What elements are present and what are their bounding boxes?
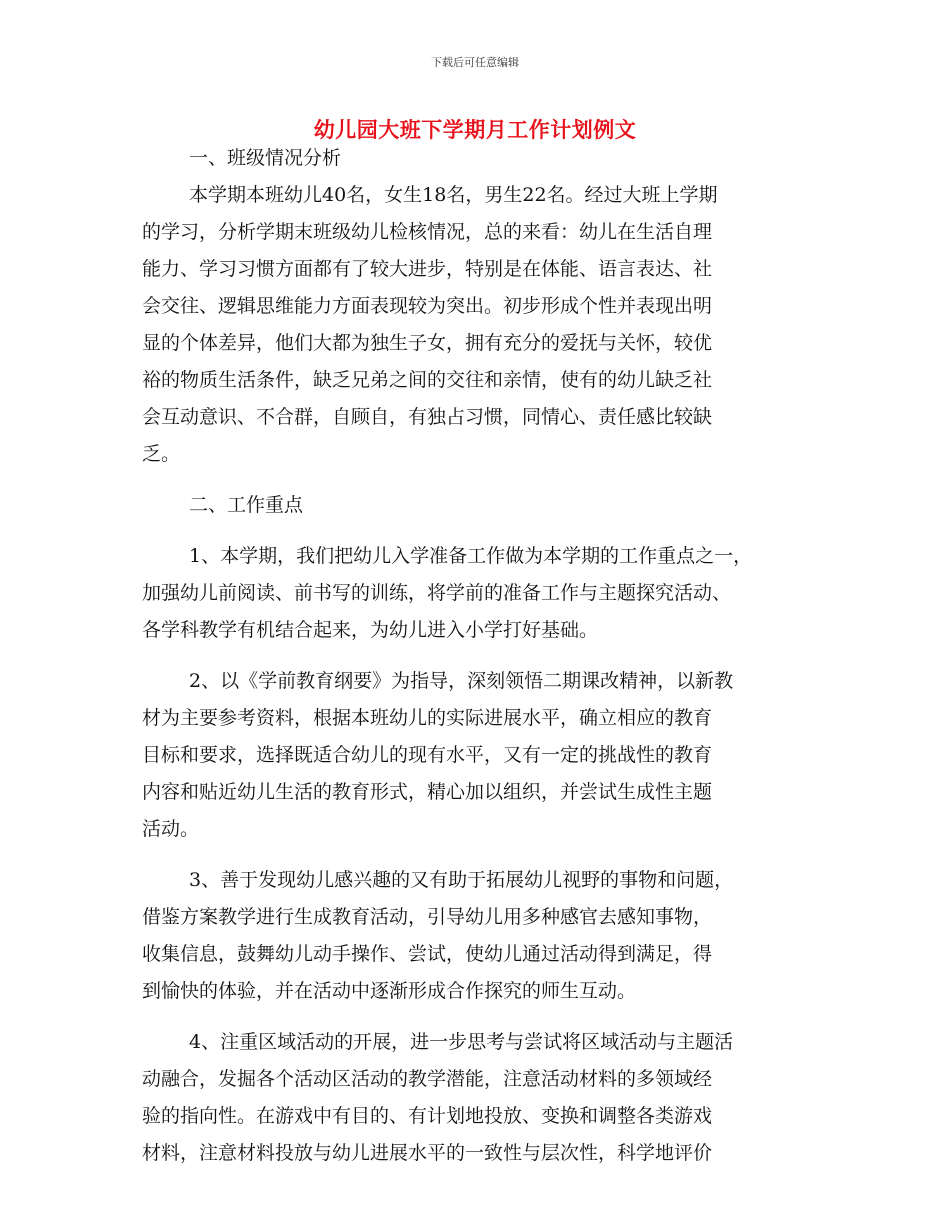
header-note: 下载后可任意编辑 <box>431 56 519 69</box>
paragraph-line: 4、注重区域活动的开展，进一步思考与尝试将区域活动与主题活 <box>189 1031 734 1053</box>
section-heading: 一、班级情况分析 <box>189 147 342 169</box>
paragraph-line: 裕的物质生活条件，缺乏兄弟之间的交往和亲情，使有的幼儿缺乏社 <box>142 369 713 391</box>
paragraph-line: 能力、学习习惯方面都有了较大进步，特别是在体能、语言表达、社 <box>142 258 713 280</box>
paragraph-line: 1、本学期，我们把幼儿入学准备工作做为本学期的工作重点之一， <box>189 545 753 567</box>
paragraph-line: 到愉快的体验，并在活动中逐渐形成合作探究的师生互动。 <box>142 980 637 1002</box>
paragraph-line: 显的个体差异，他们大都为独生子女，拥有充分的爱抚与关怀，较优 <box>142 332 713 354</box>
paragraph-line: 2、以《学前教育纲要》为指导，深刻领悟二期课改精神，以新教 <box>189 670 734 692</box>
paragraph-line: 会交往、逻辑思维能力方面表现较为突出。初步形成个性并表现出明 <box>142 295 713 317</box>
document-title: 幼儿园大班下学期月工作计划例文 <box>313 118 637 142</box>
paragraph <box>142 538 812 649</box>
document-body <box>142 140 812 1172</box>
section-heading: 二、工作重点 <box>189 494 304 516</box>
paragraph-line: 材为主要参考资料，根据本班幼儿的实际进展水平，确立相应的教育 <box>142 707 713 729</box>
paragraph-line: 会互动意识、不合群，自顾自，有独占习惯，同情心、责任感比较缺 <box>142 406 713 428</box>
paragraph-line: 收集信息，鼓舞幼儿动手操作、尝试，使幼儿通过活动得到满足，得 <box>142 943 713 965</box>
paragraph-line: 材料，注意材料投放与幼儿进展水平的一致性与层次性，科学地评价 <box>142 1142 713 1164</box>
paragraph-line: 活动。 <box>142 818 200 840</box>
paragraph <box>142 862 812 1010</box>
paragraph <box>142 177 812 473</box>
paragraph-line: 3、善于发现幼儿感兴趣的又有助于拓展幼儿视野的事物和问题， <box>189 869 734 891</box>
paragraph-line: 内容和贴近幼儿生活的教育形式，精心加以组织，并尝试生成性主题 <box>142 781 713 803</box>
paragraph-line: 动融合，发掘各个活动区活动的教学潜能，注意活动材料的多领域经 <box>142 1068 713 1090</box>
paragraph-line: 验的指向性。在游戏中有目的、有计划地投放、变换和调整各类游戏 <box>142 1105 713 1127</box>
paragraph-line: 乏。 <box>142 443 181 465</box>
paragraph-line: 目标和要求，选择既适合幼儿的现有水平，又有一定的挑战性的教育 <box>142 744 713 766</box>
paragraph-line: 的学习，分析学期末班级幼儿检核情况，总的来看：幼儿在生活自理 <box>142 221 713 243</box>
paragraph-line: 本学期本班幼儿40名，女生18名，男生22名。经过大班上学期 <box>189 184 718 206</box>
paragraph-line: 各学科教学有机结合起来，为幼儿进入小学打好基础。 <box>142 619 599 641</box>
paragraph-line: 加强幼儿前阅读、前书写的训练，将学前的准备工作与主题探究活动、 <box>142 582 732 604</box>
paragraph-line: 借鉴方案教学进行生成教育活动，引导幼儿用多种感官去感知事物， <box>142 906 713 928</box>
paragraph <box>142 663 812 848</box>
paragraph <box>142 1024 812 1172</box>
